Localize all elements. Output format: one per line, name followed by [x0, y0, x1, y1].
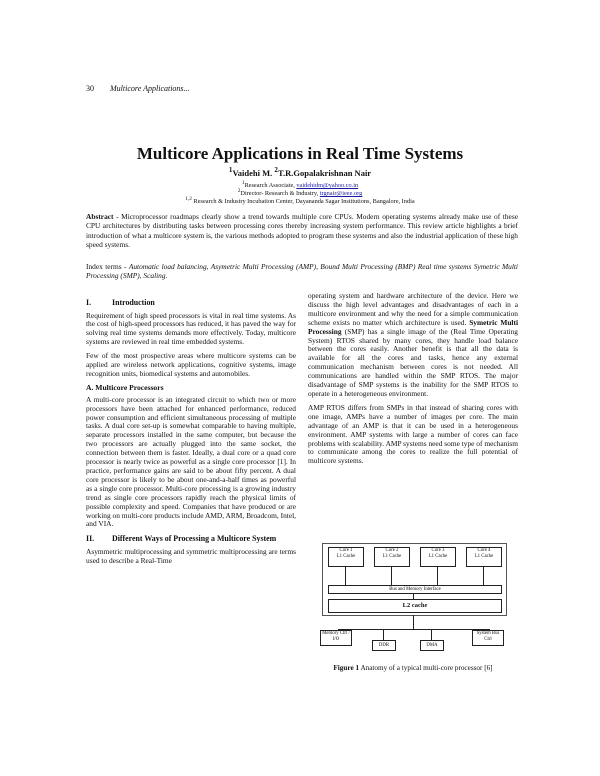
section-2-number: II. — [86, 534, 95, 544]
dma-label: DMA — [426, 643, 438, 648]
affiliation-1-text: Research Associate, — [244, 182, 297, 190]
bus-interface-label: Bus and Memory Interface — [389, 587, 441, 592]
ddr-box — [372, 640, 396, 651]
connector-core-2 — [391, 566, 392, 585]
connector-core-3 — [437, 566, 438, 585]
connector-core-1 — [345, 566, 346, 585]
multicore-paragraph: A multi-core processor is an integrated circuit to which two or more processors have been attached for enhanced performance, reduced power consumption and efficient simultaneous processing of multiple tasks. A dual core set-up is somewhat comparable to having multiple, separate processors installed in the same computer, but because the two processors are actually plugged into the same socket, the connection between them is faster. Ideally, a dual core or a quad core processor is nearly twice as powerful as a single core processor [1]. In practice, performance gains are said to be about fifty percent. A dual core processor is likely to be about one-and-a-half times as powerful as a single core processor. Multi-core processing is a growing industry trend as single core processors rapidly reach the physical limits of possible complexity and speed. Companies that have produced or are working on multi-core products include AMD, ARM, Broadcom, Intel, and VIA. — [86, 394, 296, 529]
processing-paragraph: Asymmetric multiprocessing and symmetric multiprocessing are terms used to describe a Real-Time — [86, 546, 296, 565]
email-link-1[interactable]: vaidehidm@yahoo.co.in — [296, 182, 359, 190]
author1-sup: 1 — [228, 166, 233, 174]
email-link-2[interactable]: trgnair@ieee.org — [319, 190, 363, 198]
bus-interface-box — [328, 585, 502, 594]
left-column — [86, 296, 296, 571]
right-p1-rest: (SMP) has a single image of the (Real Time Operating System) RTOS shared by many cores, they handle load balance between the cores easily. Another benefit is that all the data is available for all the cores and tasks, hence any external communication mechanism between cores is not needed. All communications are handled within the SMP RTOS. The major disadvantage of SMP systems is the inability for the SMP RTOS to operate in a heterogeneous environment. — [308, 326, 518, 398]
core-1-label: Core 1 — [339, 548, 353, 553]
connector-ddr — [383, 630, 384, 640]
core-2-box — [374, 547, 410, 567]
connector-processor-bus — [413, 615, 414, 629]
core-3-cache-label: L1 Cache — [428, 553, 448, 559]
right-column — [308, 292, 518, 471]
affiliation-3 — [0, 196, 600, 205]
figure-1-caption-text: Anatomy of a typical multi-core processor [6] — [359, 664, 493, 672]
running-title: Multicore Applications... — [110, 84, 190, 93]
connector-dma — [431, 630, 432, 640]
abstract — [86, 212, 518, 249]
system-bus-line — [338, 629, 490, 630]
author2: T.R.Gopalakrishnan Nair — [277, 167, 372, 178]
author1: Vaidehi M. — [232, 167, 273, 178]
core-3-box — [420, 547, 456, 567]
core-1-cache-label: L1 Cache — [336, 553, 356, 559]
core-3-label: Core 3 — [431, 548, 445, 553]
running-header — [86, 84, 190, 93]
smp-term: Symetric Multi Processing — [308, 317, 518, 336]
author-line — [0, 166, 600, 178]
core-2-label: Core 2 — [385, 548, 399, 553]
dma-box — [420, 640, 444, 651]
affiliation-1-sup: 1 — [241, 180, 245, 186]
right-p1-text: operating system and hardware architecture of the device. Here we discuss the high level advantages and disadvantages of each in a multicore environment and why the need for a simple communication scheme exists no matter which architecture is used. — [308, 291, 518, 327]
page-number: 30 — [86, 84, 94, 93]
section-1-number: I. — [86, 298, 92, 307]
figure-1-caption — [308, 664, 518, 672]
affiliation-2-sup: 2 — [237, 188, 241, 194]
right-paragraph-2: AMP RTOS differs from SMPs in that instead of sharing cores with one image, AMPs have a number of images per core. The main advantage of an AMP is that it can be used in a heterogeneous environment. AMP systems with large a number of cores can face problems with scalability. AMP systems need some type of mechanism to communicate among the cores to realize the full potential of multicore systems. — [308, 402, 518, 466]
intro-paragraph-1: Requirement of high speed processors is vital in real time systems. As the cost of high-speed processors has reduced, it has paved the way for solving real time systems demands more effectively. Today, multicore systems are reviewed in real time embedded systems. — [86, 310, 296, 347]
system-bus-ctrl-label: System Bus Ctrl — [476, 631, 500, 642]
core-4-label: Core 4 — [477, 548, 491, 553]
index-terms-text: Automatic load balancing, Asymetric Multi Processing (AMP), Bound Multi Processing (BMP) Real time systems Symetric Multi Processing (SMP), Scaling. — [86, 262, 518, 281]
affiliation-3-text: Research & Industry Incubation Center, Dayananda Sagar Institutions, Bangalore, India — [193, 198, 415, 206]
index-terms-label: Index terms - — [86, 262, 129, 271]
core-1-box — [328, 547, 364, 567]
section-1-title: Introduction — [112, 298, 155, 307]
figure-1-label: Figure 1 — [333, 664, 360, 672]
ddr-label: DDR — [378, 643, 390, 648]
section-2-title: Different Ways of Processing a Multicore System — [112, 534, 277, 544]
core-4-box — [466, 547, 502, 567]
paper-title: Multicore Applications in Real Time Systems — [136, 144, 464, 163]
core-2-cache-label: L1 Cache — [382, 553, 402, 559]
subsection-a-heading: A. Multicore Processors — [86, 382, 164, 392]
figure-1-diagram — [316, 543, 512, 659]
l2-cache-label: L2 cache — [402, 602, 428, 609]
connector-core-4 — [483, 566, 484, 585]
l2-cache-box — [328, 599, 502, 613]
index-terms — [86, 262, 518, 281]
section-2-heading — [86, 534, 296, 544]
memory-ctrl-label: Memory Ctrl / I/O — [322, 631, 350, 642]
abstract-text: - Microprocessor roadmaps clearly show a trend towards multiple core CPUs. Modern operating systems already make use of these CPU architectures by distributing tasks between processing cores thereby increasing system performance. This review article highlights a brief introduction of what a multicore system is, the various methods adopted to program these systems and also the industrial application of these high speed systems. — [86, 212, 518, 249]
system-bus-ctrl-box — [472, 630, 504, 646]
intro-paragraph-2: Few of the most prospective areas where multicore systems can be applied are wireless network applications, cognitive systems, image recognition units, biomedical systems and automobiles. — [86, 351, 296, 378]
section-1-heading — [86, 298, 296, 308]
memory-ctrl-box — [320, 630, 352, 646]
core-4-cache-label: L1 Cache — [474, 553, 494, 559]
affiliation-3-sup: 1,2 — [185, 196, 192, 202]
author2-sup: 2 — [274, 166, 278, 174]
right-paragraph-1 — [308, 292, 518, 399]
affiliation-2-text: Director- Research & Industry, — [240, 190, 320, 198]
abstract-label: Abstract — [86, 212, 114, 221]
